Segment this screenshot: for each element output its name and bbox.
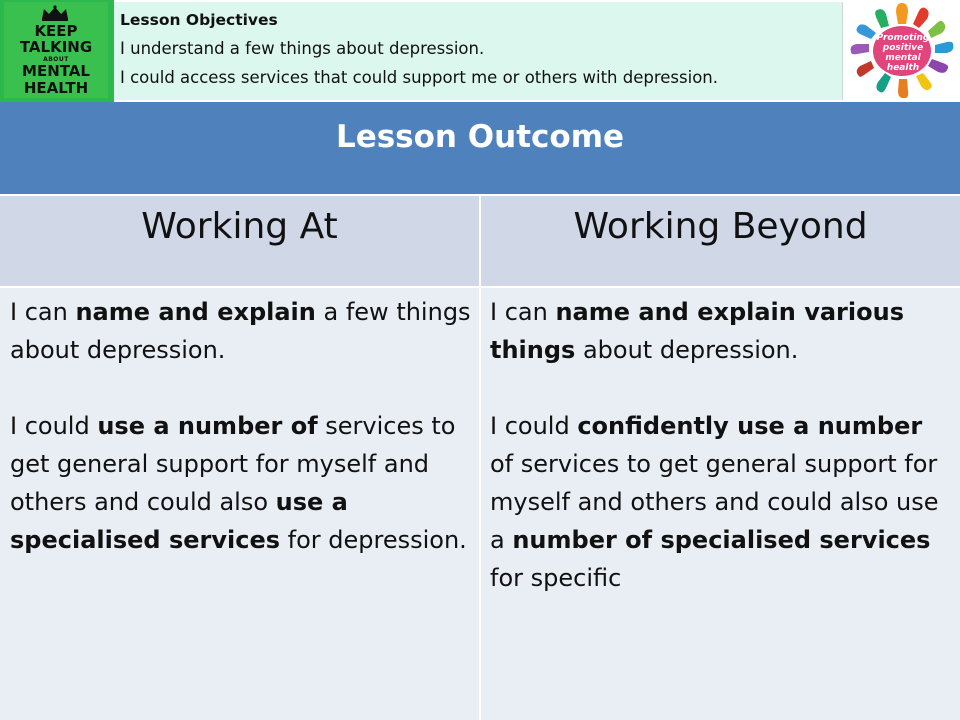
logo-line-talking: TALKING xyxy=(19,38,93,56)
outcome-body-row xyxy=(0,288,960,720)
working-beyond-cell xyxy=(481,288,960,720)
body-text: about depression. xyxy=(575,336,799,364)
body-text: a few things about depression. xyxy=(10,298,471,364)
promoting-mental-health-logo xyxy=(845,0,960,102)
body-text: I could xyxy=(490,412,578,440)
body-text: I can xyxy=(490,298,556,326)
objective-line-1: I understand a few things about depression. xyxy=(120,39,485,58)
lesson-outcome-title: Lesson Outcome xyxy=(335,119,625,155)
keep-talking-logo xyxy=(0,0,114,102)
logo-line-health: HEALTH xyxy=(23,79,89,97)
column-header-row xyxy=(0,196,960,286)
body-text: of services to get general support for myself and others and could also use a xyxy=(490,450,939,554)
column-header-working-at xyxy=(0,196,479,286)
body-text: I can xyxy=(10,298,76,326)
emphasis-text: use a number of xyxy=(97,412,318,440)
logo-line-keep: KEEP xyxy=(34,22,78,40)
rlogo-line-1: Promoting xyxy=(876,33,930,43)
column-header-working-beyond xyxy=(481,196,960,286)
objective-line-2: I could access services that could support me or others with depression. xyxy=(120,68,718,87)
emphasis-text: number of specialised services xyxy=(512,526,931,554)
lesson-objectives-box xyxy=(114,2,843,100)
logo-line-mental: MENTAL xyxy=(22,62,90,80)
emphasis-text: use a specialised services xyxy=(10,488,348,554)
rlogo-line-2: positive xyxy=(882,43,924,53)
body-text: for depression. xyxy=(280,526,467,554)
emphasis-text: confidently use a number xyxy=(577,412,923,440)
working-beyond-paragraph-1 xyxy=(490,293,952,369)
rlogo-line-4: health xyxy=(886,63,920,73)
rlogo-line-3: mental xyxy=(885,53,921,63)
emphasis-text: name and explain xyxy=(75,298,316,326)
column-label-working-beyond: Working Beyond xyxy=(573,206,868,247)
column-label-working-at: Working At xyxy=(141,206,338,247)
top-banner xyxy=(0,0,960,102)
working-at-cell xyxy=(0,288,479,720)
body-text: I could xyxy=(10,412,98,440)
promoting-logo-text xyxy=(875,33,931,73)
crown-icon xyxy=(40,5,70,21)
working-at-paragraph-1 xyxy=(10,293,472,369)
body-text: services to get general support for myself and others and could also xyxy=(10,412,456,516)
working-at-paragraph-2 xyxy=(10,407,472,559)
lesson-outcome-header xyxy=(0,102,960,194)
emphasis-text: name and explain various things xyxy=(490,298,904,364)
body-text: for specific xyxy=(490,564,622,592)
logo-line-about: ABOUT xyxy=(43,56,69,63)
keep-talking-logo-inner xyxy=(4,2,108,98)
objectives-title: Lesson Objectives xyxy=(120,11,278,29)
working-beyond-paragraph-2 xyxy=(490,407,952,597)
